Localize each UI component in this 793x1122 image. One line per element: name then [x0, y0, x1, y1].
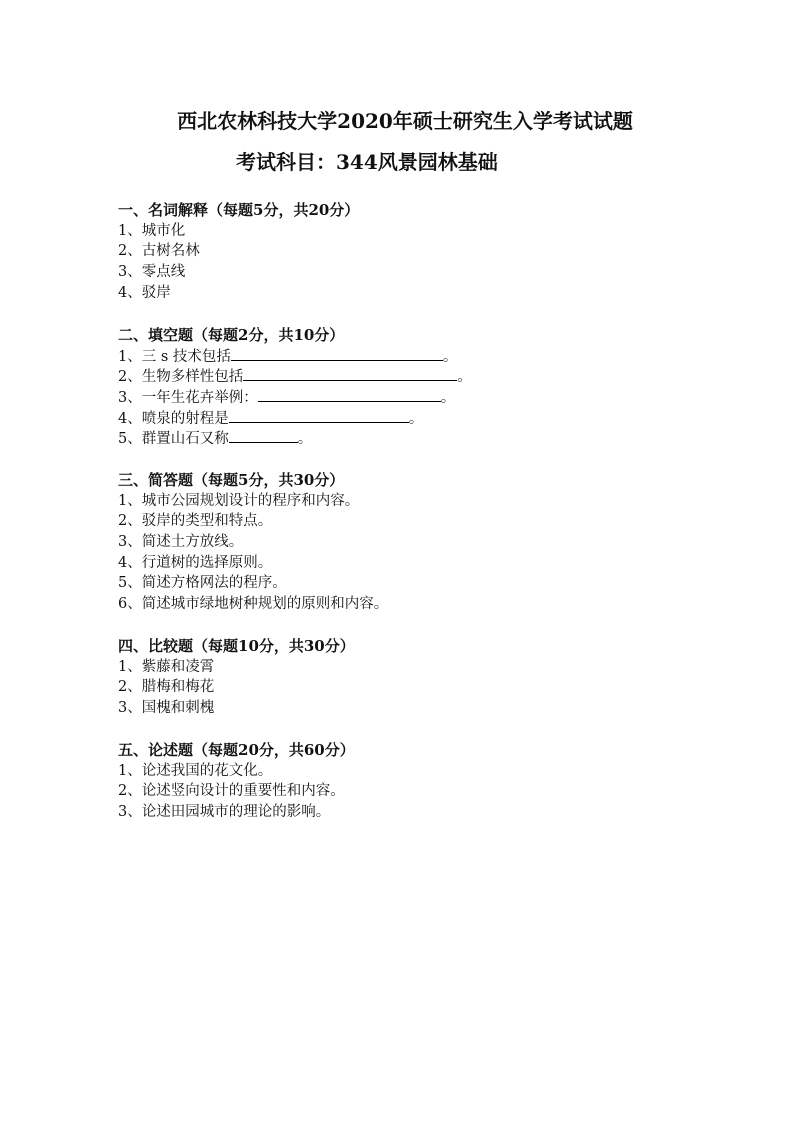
question-item [118, 262, 359, 283]
period: 。 [440, 390, 456, 407]
question-item [118, 491, 388, 512]
question-item [118, 657, 355, 678]
question-text: 1、城市化 [118, 222, 186, 239]
question-text: 3、零点线 [118, 264, 186, 281]
question-item [118, 408, 472, 429]
question-text: 4、驳岸 [118, 284, 171, 301]
question-item [118, 366, 472, 387]
question-item [118, 283, 359, 304]
question-item [118, 761, 355, 782]
question-item [118, 677, 355, 698]
section-essay [118, 740, 355, 823]
question-text: 4、行道树的选择原则。 [118, 554, 273, 571]
question-text: 1、论述我国的花文化。 [118, 762, 273, 779]
question-item [118, 387, 472, 408]
question-item [118, 553, 388, 574]
answer-blank [258, 387, 441, 402]
question-text: 5、群置山石又称 [118, 431, 229, 448]
question-text: 2、生物多样性包括 [118, 369, 244, 386]
question-text: 2、古树名林 [118, 243, 200, 260]
period: 。 [297, 431, 313, 448]
question-item [118, 241, 359, 262]
question-item [118, 573, 388, 594]
question-text: 3、论述田园城市的理论的影响。 [118, 804, 331, 821]
question-text: 2、论述竖向设计的重要性和内容。 [118, 783, 345, 800]
question-item [118, 221, 359, 242]
section-heading: 一、名词解释（每题5分，共20分） [118, 201, 360, 219]
question-text: 5、简述方格网法的程序。 [118, 575, 287, 592]
section-fill-in [118, 325, 472, 449]
section-heading: 四、比较题（每题10分，共30分） [118, 637, 355, 655]
question-item [118, 781, 355, 802]
period: 。 [457, 369, 472, 386]
exam-subject: 考试科目：344风景园林基础 [236, 150, 498, 174]
question-text: 3、简述土方放线。 [118, 534, 244, 551]
section-short-answer [118, 470, 388, 615]
answer-blank [229, 428, 298, 443]
question-item [118, 802, 355, 823]
question-text: 2、腊梅和梅花 [118, 679, 215, 696]
section-comparison [118, 636, 355, 719]
question-text: 4、喷泉的射程是 [118, 410, 229, 427]
question-item [118, 428, 472, 449]
question-text: 2、驳岸的类型和特点。 [118, 513, 273, 530]
question-item [118, 594, 388, 615]
question-text: 1、三 s 技术包括 [118, 348, 231, 365]
question-text: 1、城市公园规划设计的程序和内容。 [118, 492, 360, 509]
question-item [118, 532, 388, 553]
question-text: 3、一年生花卉举例： [118, 390, 258, 407]
question-item [118, 698, 355, 719]
question-item [118, 346, 472, 367]
question-text: 1、紫藤和凌霄 [118, 658, 215, 675]
question-item [118, 511, 388, 532]
answer-blank [231, 346, 443, 361]
period: 。 [442, 348, 458, 365]
answer-blank [243, 366, 457, 381]
period: 。 [408, 410, 424, 427]
section-heading: 二、填空题（每题2分，共10分） [118, 326, 345, 344]
question-text: 6、简述城市绿地树种规划的原则和内容。 [118, 596, 389, 613]
section-heading: 三、简答题（每题5分，共30分） [118, 471, 345, 489]
section-definitions [118, 200, 359, 303]
answer-blank [229, 408, 409, 423]
section-heading: 五、论述题（每题20分，共60分） [118, 741, 355, 759]
question-text: 3、国槐和刺槐 [118, 700, 215, 717]
exam-title: 西北农林科技大学2020年硕士研究生入学考试试题 [177, 109, 633, 133]
